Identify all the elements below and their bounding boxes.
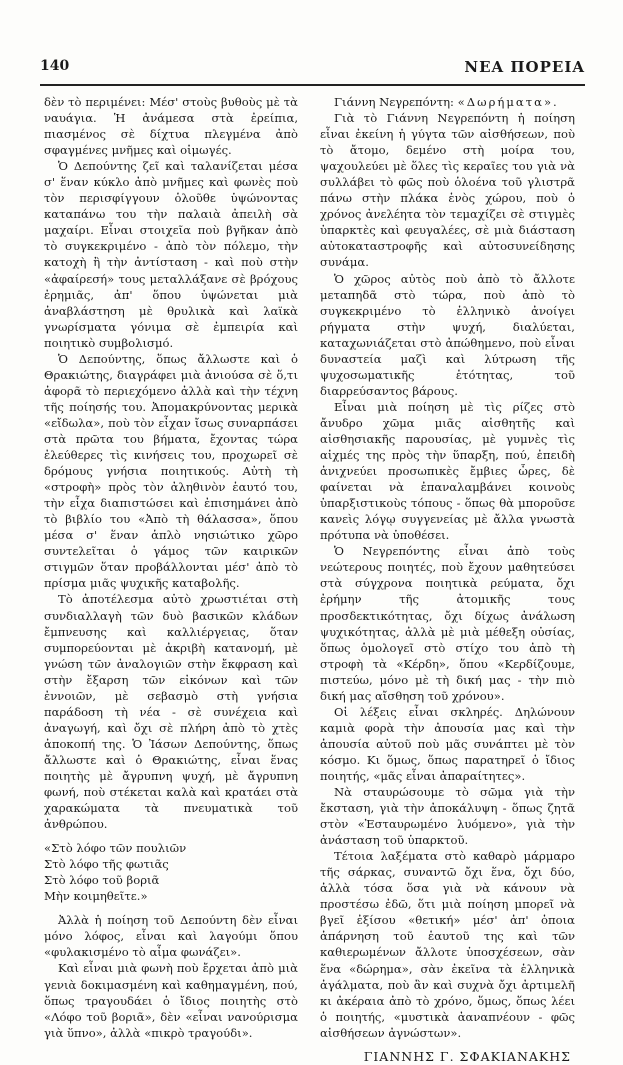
running-header <box>40 58 585 82</box>
paragraph: δὲν τὸ περιμένει: Μέσ' στοὺς βυθοὺς μὲ τὰ ναυάγια. Ἡ ἀνάμεσα στὰ ἐρείπια, πιασμένος σὲ δίχτυα πλεγμένα ἀπὸ σφαγμένες μνῆμες καὶ οἰμωγές. <box>44 95 298 158</box>
poem-line: Μὴν κοιμηθεῖτε.» <box>44 889 148 904</box>
poem-line: Στὸ λόφο τῆς φωτιᾶς <box>44 857 169 872</box>
poem-quote <box>44 840 298 904</box>
paragraph: Εἶναι μιὰ ποίηση μὲ τὶς ρίζες στὸ ἄνυδρο χῶμα μιᾶς αἰσθητῆς καὶ αἰσθησιακῆς παρουσίας, μὲ γυμνὲς τὶς αἰχμές της πρὸς τὴν ὕπαρξη, πού, ἐπειδὴ ἀνιχνεύει προσωπικὲς ἔμβιες ὧρες, δὲ φαίνεται νὰ ἐπαναλαμβάνει κοινοὺς ὑπαρξιστικοὺς τόπους - ὅπως θὰ μποροῦσε κανεὶς λόγῳ συγγενείας μὲ ἄλλα γνωστὰ πρότυπα νὰ ὑποθέσει. <box>320 399 575 543</box>
author-signature: ΓΙΑΝΝΗΣ Γ. ΣΦΑΚΙΑΝΑΚΗΣ <box>363 1048 571 1064</box>
subhead-author: Γιάννη Νεγρεπόντη: <box>334 95 454 109</box>
header-rule <box>40 84 585 86</box>
paragraph: Τὸ ἀποτέλεσμα αὐτὸ χρωστιέται στὴ συνδιαλλαγὴ τῶν δυὸ βασικῶν κλάδων ἔμπνευσης καὶ καλλιέργειας, ὅταν συμπορεύονται μὲ ἀκριβὴ κατανομή, μὲ γνώση τῶν ἀναλογιῶν στὴν ἔκφραση καὶ στὴν ἔξαρση τῶν εἰκόνων καὶ τῶν ἐννοιῶν, μὲ σεβασμὸ στὴ γνήσια παράδοση τὴ νέα - σὲ συνέχεια καὶ ἀναγωγή, καὶ ὄχι σὲ πλήρη ἀπὸ τὸ χτὲς ἀποκοπή της. Ὁ Ἰάσων Δεπούντης, ὅπως ἄλλωστε καὶ ὁ Θρακιώτης, εἶναι ἕνας ποιητὴς μὲ ἄγρυπνη ψυχή, μὲ ἄγρυπνη φωνή, ποὺ στέκεται καλὰ καὶ κρατάει στὰ χαρακώματα τὰ πνευματικὰ τοῦ ἀνθρώπου. <box>44 592 298 832</box>
right-column <box>320 94 575 1065</box>
section-subhead <box>320 94 575 110</box>
poem-line: «Στὸ λόφο τῶν πουλιῶν <box>44 841 187 856</box>
journal-title: ΝΕΑ ΠΟΡΕΙΑ <box>464 58 585 76</box>
paragraph: Γιὰ τὸ Γιάννη Νεγρεπόντη ἡ ποίηση εἶναι ἐκείνη ἡ γύγτα τῶν αἰσθήσεων, ποὺ τὸ ἄτομο, δεμένο στὴ μοίρα του, ψαχουλεύει μὲ ὅλες τὶς κεραῖες του γιὰ νὰ συλλάβει τὸ φῶς ποὺ ὁλοένα τοῦ γλιστρᾶ πάνω στὴν πλάκα ἑνὸς χώρου, ποὺ ὁ χρόνος ἀνελέητα τὸν τεμαχίζει σὲ στιγμὲς ὑπαρκτὲς καὶ φευγαλέες, σὲ μιὰ διάσταση αὐτοκαταστροφῆς καὶ αὐτοσυνείδησης συνάμα. <box>320 111 575 270</box>
paragraph: Καὶ εἶναι μιὰ φωνὴ ποὺ ἔρχεται ἀπὸ μιὰ γενιὰ δοκιμασμένη καὶ καθημαγμένη, πού, ὅπως τραγουδάει ὁ ἴδιος ποιητὴς στὸ «Λόφο τοῦ βοριᾶ», δὲν «εἶναι νανούρισμα γιὰ ὕπνο», ἀλλὰ «πικρὸ τραγούδι». <box>44 961 298 1040</box>
poem-line: Στὸ λόφο τοῦ βοριᾶ <box>44 873 160 888</box>
paragraph: Νὰ σταυρώσουμε τὸ σῶμα γιὰ τὴν ἔκσταση, γιὰ τὴν ἀποκάλυψη - ὅπως ζητᾶ στὸν «Ἐσταυρωμένο λυόμενο», γιὰ τὴν ἀνάσταση τοῦ ὑπαρκτοῦ. <box>320 785 575 848</box>
subhead-title: «Δωρήματα». <box>457 95 559 109</box>
left-column <box>44 94 298 1041</box>
paragraph: Οἱ λέξεις εἶναι σκληρές. Δηλώνουν καμιὰ φορὰ τὴν ἀπουσία μας καὶ τὴν ἀπουσία αὐτοῦ ποὺ μᾶς συνάπτει μὲ τὸν κόσμο. Κι ὅμως, ὅπως παρατηρεῖ ὁ ἴδιος ποιητής, «μᾶς εἶναι ἀπαραίτητες». <box>320 704 575 783</box>
paragraph: Ἀλλὰ ἡ ποίηση τοῦ Δεπούντη δὲν εἶναι μόνο λόφος, εἶναι καὶ λαγούμι ὅπου «φυλακισμένο τὸ αἷμα φωνάζει». <box>44 913 298 960</box>
paragraph: Ὁ Δεπούντης, ὅπως ἄλλωστε καὶ ὁ Θρακιώτης, διαγράφει μιὰ ἀνιούσα σὲ ὅ,τι ἀφορᾶ τὸ περιεχόμενο ἀλλὰ καὶ τὴν τέχνη τῆς ποίησής του. Ἀπομακρύνοντας μερικὰ «εἴδωλα», ποὺ τὸν εἶχαν ἴσως συναρπάσει στὰ πρῶτα του βήματα, ἔχοντας τώρα ἐλεύθερες τὶς κινήσεις του, προχωρεῖ σὲ δρόμους γνήσια ποιητικούς. Αὐτὴ τὴ «στροφὴ» πρὸς τὸν ἀληθινὸν ἑαυτό του, τὴν εἶχα διαπιστώσει καὶ ἐπισημάνει ἀπὸ τὸ βιβλίο του «Ἀπὸ τὴ θάλασσα», ὅπου μέσα σ' ἕναν ἁπλὸ νησιώτικο χῶρο συντελεῖται ὁ γάμος τῶν καιρικῶν στιγμῶν ὅταν προβάλλονται μέσ' ἀπὸ τὸ πρίσμα μιᾶς ψυχικῆς καταβολῆς. <box>44 351 298 591</box>
paragraph: Τέτοια λαξέματα στὸ καθαρὸ μάρμαρο τῆς σάρκας, συναντῶ ὄχι ἕνα, ὄχι δύο, ἀλλὰ τόσα ὅσα γιὰ νὰ κάνουν νὰ προστέσω ἐδῶ, ὅτι μιὰ ποίηση μπορεῖ νὰ βγεῖ ἐξίσου «θετική» μέσ' ἀπ' ὁποια ἀπάρνηση τοῦ ἑαυτοῦ της καὶ τῶν καθιερωμένων ἄλλοτε ὑποσχέσεων, σὰν ἕνα «δώρημα», σὰν ἐκεῖνα τὰ ἑλληνικὰ ἀγάλματα, ποὺ ἂν καὶ συχνὰ ὄχι ἀρτιμελῆ κι ἀκέραια ἀπὸ τὸ χρόνο, ὅμως, ὅπως λέει ὁ ποιητής, «μυστικὰ ἀαναπνέουν - φῶς αἰσθήσεων ἀγνώστων». <box>320 849 575 1040</box>
paragraph: Ὁ Νεγρεπόντης εἶναι ἀπὸ τοὺς νεώτερους ποιητές, ποὺ ἔχουν μαθητεύσει στὰ σύγχρονα ποιητικὰ ρεύματα, ὄχι ἐρήμην τῆς ἀτομικῆς τους προσδεκτικότητας, ὄχι δίχως ἀνάλωση ψυχικότητας, ἀλλὰ μὲ μιὰ μέθεξη οὐσίας, ὅπως ὁμολογεῖ στὸ στίχο του ἀπὸ τὴ στροφὴ τὰ «Κέρδη», ὅπου «Κερδίζουμε, πιστεύω, μόνο μὲ τὴ δική μας - τὴν πιὸ δική μας αἴσθηση τοῦ χρόνου». <box>320 544 575 703</box>
paragraph: Ὁ χῶρος αὐτὸς ποὺ ἀπὸ τὸ ἄλλοτε μεταπηδᾶ στὸ τώρα, ποὺ ἀπὸ τὸ συγκεκριμένο τὸ ἑλληνικὸ ἀνοίγει ρήγματα στὴν ψυχή, διαλύεται, καταχωνιάζεται στὸ ἀπώθημενο, ποὺ εἶναι δυναστεία μαζὶ καὶ λύτρωση τῆς ψυχοσωματικῆς ἑτότητας, τοῦ διαρρεύσαντος βάρους. <box>320 271 575 398</box>
paragraph: Ὁ Δεπούντης ζεῖ καὶ ταλανίζεται μέσα σ' ἕναν κύκλο ἀπὸ μνῆμες καὶ φωνὲς ποὺ τὸν περισφίγγουν ὁλοῦθε ὑψώνοντας καταπάνω του τὴν παλαιὰ ἀπειλὴ σὰ μαχαίρι. Εἶναι στοιχεῖα ποὺ βγῆκαν ἀπὸ τὸ συγκεκριμένο - ἀπὸ τὸν πόλεμο, τὴν κατοχὴ ἢ τὴν ἀντίσταση - καὶ ποὺ στὴν «ἀφαίρεσή» τους μεταλλάξανε σὲ βρόχους ἐρημιᾶς, ἀπ' ὅπου ὑψώνεται μιὰ ἀναβλάστηση μὲ θρυλικὰ καὶ λαϊκὰ γνωρίσματα γόνιμα σὲ ἐμπειρία καὶ ποιητικὸ συμβολισμό. <box>44 159 298 350</box>
page-number: 140 <box>40 58 70 74</box>
